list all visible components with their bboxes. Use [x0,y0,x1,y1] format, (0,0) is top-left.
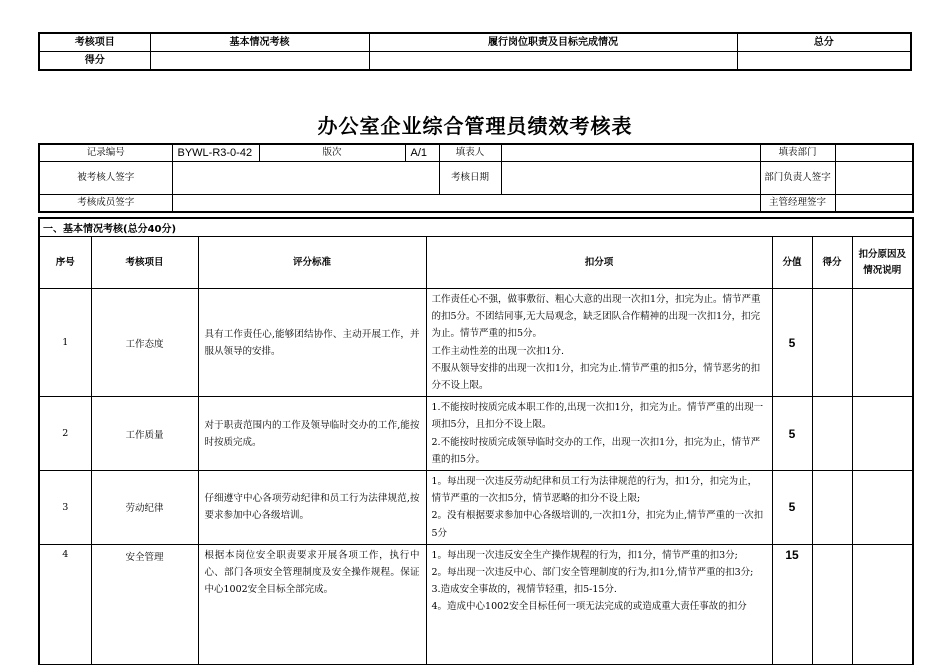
record-no-label: 记录编号 [39,144,172,162]
table-row [39,471,913,545]
deduction-line: 1.不能按时按质完成本职工作的,出现一次扣1分，扣完为止。情节严重的出现一项扣5分，且扣分不设上限。 [431,402,764,431]
row-deductions [426,397,772,471]
row-reason-field[interactable] [852,289,913,397]
row-number: 2 [39,397,91,471]
row-standard: 具有工作责任心,能够团结协作、主动开展工作，并服从领导的安排。 [198,289,426,397]
row-deductions [426,289,772,397]
row-obtained-field[interactable] [812,544,852,664]
row-reason-field[interactable] [852,397,913,471]
row-obtained-field[interactable] [812,471,852,545]
deduction-line: 4。造成中心1002安全目标任何一项无法完成的或造成重大责任事故的扣分 [431,601,747,613]
summary-header-row [39,33,911,52]
dept-label: 填表部门 [760,144,835,162]
deduction-line: 2.不能按时按质完成领导临时交办的工作，出现一次扣1分，扣完为止，情节严重的扣5分。 [431,436,761,465]
assessee-sign-label: 被考核人签字 [39,162,172,195]
row-number: 1 [39,289,91,397]
row-score: 15 [772,544,812,664]
row-reason-field[interactable] [852,544,913,664]
dept-head-sign-field[interactable] [835,162,913,195]
summary-header-cell: 总分 [737,33,911,52]
row-standard: 对于职责范围内的工作及领导临时交办的工作,能按时按质完成。 [198,397,426,471]
row-number: 4 [39,544,91,664]
deduction-line: 1。每出现一次违反劳动纪律和员工行为法律规范的行为，扣1分，扣完为止，情节严重的一次扣5分，情节恶略的扣分不设上限; [431,476,758,505]
row-obtained-field[interactable] [812,289,852,397]
manager-sign-field[interactable] [835,195,913,213]
column-header: 分值 [772,237,812,289]
row-deductions [426,471,772,545]
assessee-sign-field[interactable] [172,162,439,195]
row-item: 安全管理 [91,544,198,664]
version-value: A/1 [405,144,439,162]
section-title: 一、基本情况考核(总分40分) [39,218,913,237]
row-deductions [426,544,772,664]
dept-field[interactable] [835,144,913,162]
table-row [39,544,913,664]
summary-header-cell: 履行岗位职责及目标完成情况 [369,33,737,52]
row-number: 3 [39,471,91,545]
table-row [39,397,913,471]
member-sign-label: 考核成员签字 [39,195,172,213]
summary-score-cell[interactable] [737,52,911,71]
member-sign-field[interactable] [172,195,760,213]
column-header: 序号 [39,237,91,289]
summary-score-cell[interactable] [369,52,737,71]
assess-date-label: 考核日期 [439,162,501,195]
column-header: 得分 [812,237,852,289]
dept-head-sign-label: 部门负责人签字 [760,162,835,195]
info-table [38,143,914,213]
summary-header-cell: 基本情况考核 [150,33,369,52]
summary-table [38,32,912,71]
row-standard: 仔细遵守中心各项劳动纪律和员工行为法律规范,按要求参加中心各级培训。 [198,471,426,545]
summary-score-row [39,52,911,71]
column-header: 扣分原因及情况说明 [852,237,913,289]
assessment-table [38,217,914,665]
row-reason-field[interactable] [852,471,913,545]
row-item: 劳动纪律 [91,471,198,545]
summary-score-cell[interactable] [150,52,369,71]
table-row [39,289,913,397]
summary-header-cell: 考核项目 [39,33,150,52]
deduction-line: 1。每出现一次违反安全生产操作规程的行为，扣1分，情节严重的扣3分; [431,549,738,561]
row-score: 5 [772,289,812,397]
row-obtained-field[interactable] [812,397,852,471]
deduction-line: 2。每出现一次违反中心、部门安全管理制度的行为,扣1分,情节严重的扣3分; [431,567,754,579]
filler-label: 填表人 [439,144,501,162]
deduction-line: 工作责任心不强，做事敷衍、粗心大意的出现一次扣1分，扣完为止。情节严重的扣5分。不团结同事,无大局观念，缺乏团队合作精神的出现一次扣1分，扣完为止。情节严重的扣5分。 [431,294,761,340]
summary-score-label: 得分 [39,52,150,71]
column-header: 扣分项 [426,237,772,289]
page-title: 办公室企业综合管理员绩效考核表 [317,114,633,138]
column-header: 考核项目 [91,237,198,289]
deduction-line: 不服从领导安排的出现一次扣1分，扣完为止.情节严重的扣5分，情节恶劣的扣分不设上限。 [431,362,761,392]
filler-field[interactable] [501,144,760,162]
row-score: 5 [772,471,812,545]
row-standard: 根据本岗位安全职责要求开展各项工作，执行中心、部门各项安全管理制度及安全操作规程。保证中心1002安全目标全部完成。 [198,544,426,664]
record-no-value: BYWL-R3-0-42 [172,144,259,162]
version-label: 版次 [259,144,405,162]
deduction-line: 工作主动性差的出现一次扣1分. [431,345,565,357]
row-item: 工作质量 [91,397,198,471]
assess-date-field[interactable] [501,162,760,195]
column-header: 评分标准 [198,237,426,289]
row-item: 工作态度 [91,289,198,397]
manager-sign-label: 主管经理签字 [760,195,835,213]
column-header-row [39,237,913,289]
deduction-line: 3.造成安全事故的，视情节轻重，扣5-15分. [431,584,617,596]
row-score: 5 [772,397,812,471]
deduction-line: 2。没有根据要求参加中心各级培训的,一次扣1分，扣完为止,情节严重的一次扣5分 [431,510,764,539]
